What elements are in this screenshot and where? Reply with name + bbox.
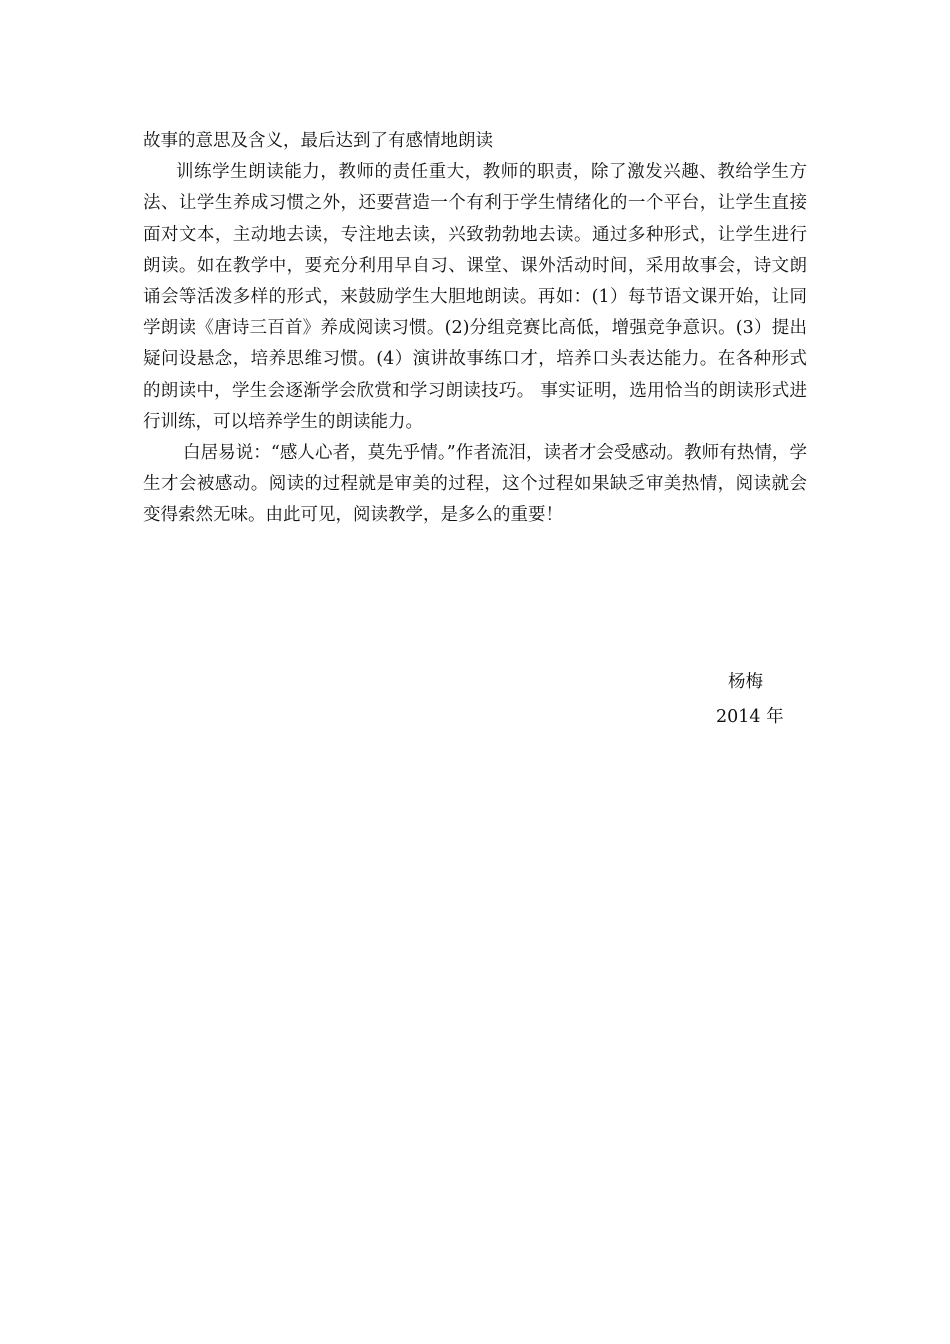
author-signature: 杨梅 bbox=[728, 672, 763, 692]
paragraph-continuation: 故事的意思及含义，最后达到了有感情地朗读 bbox=[143, 131, 493, 151]
paragraph-reading-training: 训练学生朗读能力，教师的责任重大，教师的职责，除了激发兴趣、教给学生方法、让学生养成习惯之外，还要营造一个有利于学生情绪化的一个平台，让学生直接面对文本，主动地去读，专注地去读，兴致勃勃地去读。通过多种形式，让学生进行朗读。如在教学中，要充分利用早自习、课堂、课外活动时间，采用故事会，诗文朗诵会等活泼多样的形式，来鼓励学生大胆地朗读。再如：(1）每节语文课开始，让同学朗读《唐诗三百首》养成阅读习惯。(2)分组竞赛比高低，增强竞争意识。(3）提出疑问设悬念，培养思维习惯。(4）演讲故事练口才，培养口头表达能力。在各种形式的朗读中，学生会逐渐学会欣赏和学习朗读技巧。 事实证明，选用恰当的朗读形式进行训练，可以培养学生的朗读能力。 bbox=[143, 162, 807, 432]
document-date: 2014 年 bbox=[716, 707, 784, 727]
paragraph-emotion-quote: 白居易说：“感人心者，莫先乎情。”作者流泪，读者才会受感动。教师有热情，学生才会被感动。阅读的过程就是审美的过程，这个过程如果缺乏审美热情，阅读就会变得索然无味。由此可见，阅读教学，是多么的重要！ bbox=[143, 443, 807, 526]
document-body bbox=[143, 126, 807, 532]
